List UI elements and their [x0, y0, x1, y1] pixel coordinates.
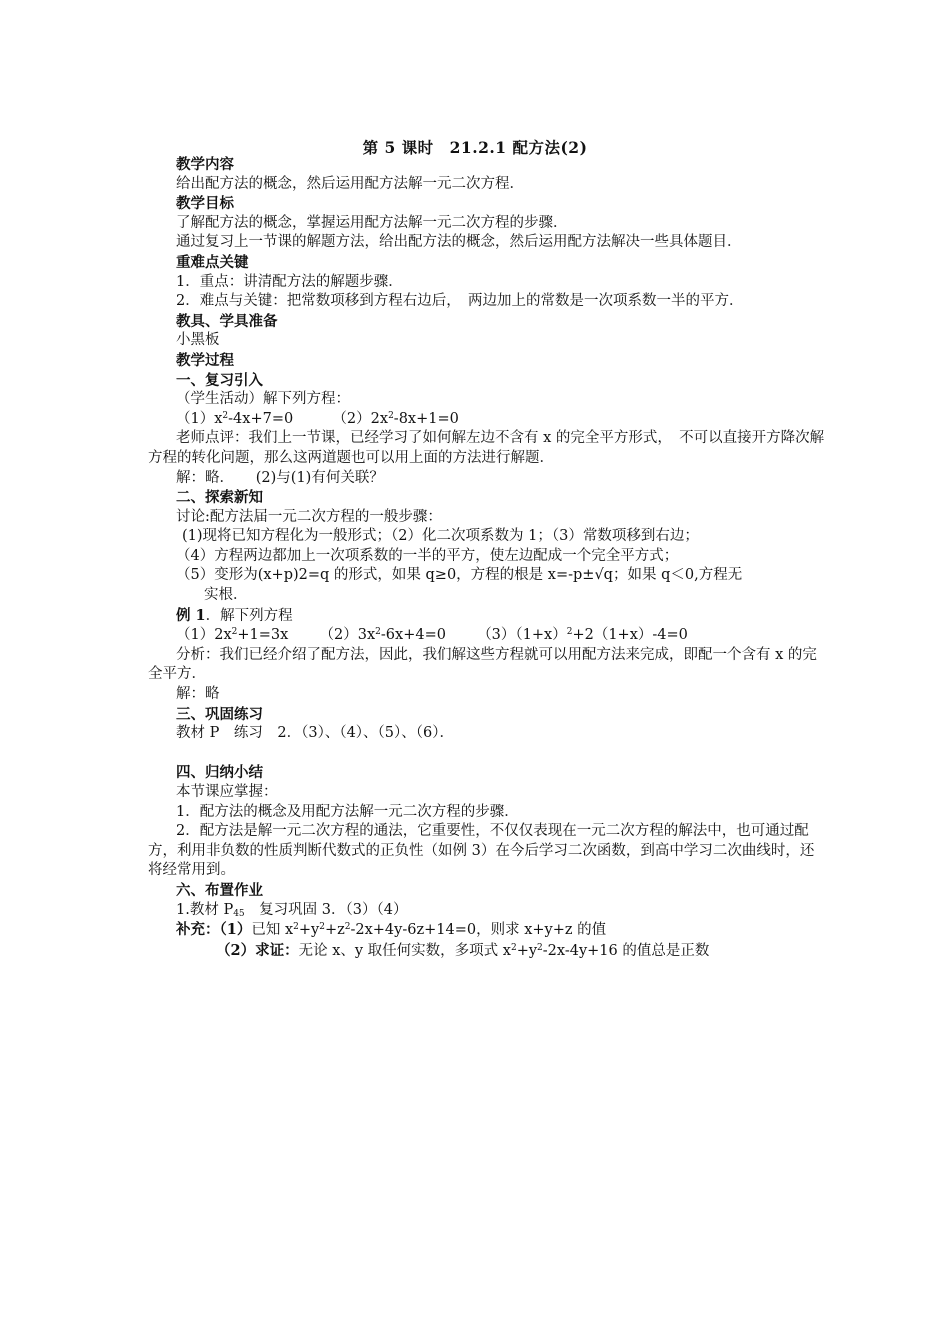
sup: 2 — [388, 410, 394, 421]
hw1-sub: 45 — [233, 908, 245, 919]
sup: 2 — [231, 627, 238, 638]
part1-heading: 一、复习引入 — [176, 371, 263, 389]
part2-step-5: （5）变形为(x+p)2=q 的形式，如果 q≥0，方程的根是 x=-p±√q；如果 q＜0,方程无 — [176, 567, 743, 584]
ex2-post: -6x+4=0 — [380, 627, 446, 644]
sup: 2 — [222, 410, 229, 421]
key-heading: 重难点关键 — [176, 253, 249, 271]
part4-point-1: 1．配方法的概念及用配方法解一元二次方程的步骤． — [176, 803, 519, 820]
key-point-2: 2．难点与关键：把常数项移到方程右边后， 两边加上的常数是一次项系数一半的平方． — [176, 293, 744, 310]
tools-heading: 教具、学具准备 — [176, 312, 278, 330]
example-answer: 解：略 — [176, 686, 220, 703]
sup: 2 — [537, 942, 543, 953]
example-equations — [148, 626, 828, 646]
eq2-pre: （2）2x — [332, 410, 389, 427]
supp-label: 补充：（1） — [176, 921, 252, 939]
part6-heading: 六、布置作业 — [176, 881, 263, 899]
supp2-c: -2x-4y+16 的值总是正数 — [542, 942, 710, 959]
hw1-pre: 1.教材 P — [176, 901, 234, 918]
key-point-1: 1．重点：讲清配方法的解题步骤． — [176, 273, 403, 290]
part3-heading: 三、巩固练习 — [176, 705, 263, 723]
sup: 2 — [293, 922, 299, 933]
example-analysis: 分析：我们已经介绍了配方法，因此，我们解这些方程就可以用配方法来完成，即配一个含有 x 的完全平方． — [148, 646, 817, 683]
process-heading: 教学过程 — [176, 351, 234, 369]
supplement-2 — [148, 941, 828, 962]
part4-heading: 四、归纳小结 — [176, 764, 263, 782]
example-text: ．解下列方程 — [205, 607, 293, 624]
ex1-post: +1=3x — [237, 627, 289, 644]
part1-equations — [148, 410, 828, 430]
supp2-b: +y — [516, 942, 538, 959]
content-text: 给出配方法的概念，然后运用配方法解一元二次方程． — [176, 175, 524, 192]
part1-comment: 老师点评：我们上一节课，已经学习了如何解左边不含有 x 的完全平方形式， 不可以直接开方降次解方程的转化问题，那么这两道题也可以用上面的方法进行解题． — [148, 430, 825, 466]
ex1-pre: （1）2x — [176, 627, 232, 644]
supp1-b: +y — [298, 922, 320, 939]
part2-step-5-cont: 实根． — [204, 587, 248, 604]
document-body — [148, 155, 828, 961]
part2-step-4: （4）方程两边都加上一次项系数的一半的平方，使左边配成一个完全平方式； — [176, 547, 679, 564]
part2-heading: 二、探索新知 — [176, 489, 263, 507]
spacer — [148, 744, 828, 764]
page-title: 第 5 课时 21.2.1 配方法(2) — [362, 138, 588, 157]
goal-text-2: 通过复习上一节课的解题方法，给出配方法的概念，然后运用配方法解决一些具体题目． — [176, 234, 742, 251]
example-title — [148, 606, 828, 627]
homework-1 — [148, 901, 828, 921]
example-label: 例 1 — [176, 606, 206, 624]
part3-text: 教材 P 练习 2．（3）、（4）、（5）、（6）． — [176, 725, 454, 742]
tools-text: 小黑板 — [176, 332, 220, 349]
part1-answer: 解：略． (2)与(1)有何关联？ — [176, 469, 384, 486]
supp1-d: -2x+4y-6z+14=0，则求 x+y+z 的值 — [350, 922, 607, 939]
sup: 2 — [319, 922, 325, 933]
goal-text-1: 了解配方法的概念，掌握运用配方法解一元二次方程的步骤． — [176, 214, 568, 231]
goal-heading: 教学目标 — [176, 195, 234, 213]
sup: 2 — [510, 942, 517, 953]
part1-activity: （学生活动）解下列方程： — [176, 391, 350, 408]
sup: 2 — [344, 922, 351, 933]
ex3-post: +2（1+x）-4=0 — [572, 627, 688, 644]
eq1-post: -4x+7=0 — [228, 410, 294, 427]
part4-intro: 本节课应掌握： — [176, 784, 278, 800]
supplement-1 — [148, 920, 828, 941]
supp2-label: （2）求证： — [216, 941, 299, 959]
part2-discuss: 讨论:配方法届一元二次方程的一般步骤： — [176, 508, 442, 525]
ex2-pre: （2）3x — [319, 627, 376, 644]
part4-point-2: 2．配方法是解一元二次方程的通法，它重要性，不仅仅表现在一元二次方程的解法中，也可通过配方，利用非负数的性质判断代数式的正负性（如例 3）在今后学习二次函数，到高中学习二次曲线时，还将经常用到。 — [148, 823, 815, 879]
sup: 2 — [375, 627, 381, 638]
supp2-a: 无论 x、y 取任何实数，多项式 x — [298, 942, 511, 959]
sup: 2 — [566, 627, 573, 638]
ex3-pre: （3）（1+x） — [477, 627, 567, 644]
hw1-post: 复习巩固 3．（3）（4） — [244, 901, 408, 918]
supp1-a: 已知 x — [251, 922, 294, 939]
eq1-pre: （1）x — [176, 410, 223, 427]
supp1-c: +z — [324, 922, 345, 939]
part2-steps-1-3: (1)现将已知方程化为一般形式；（2）化二次项系数为 1；（3）常数项移到右边； — [182, 528, 699, 545]
eq2-post: -8x+1=0 — [393, 410, 459, 427]
content-heading: 教学内容 — [176, 156, 234, 173]
